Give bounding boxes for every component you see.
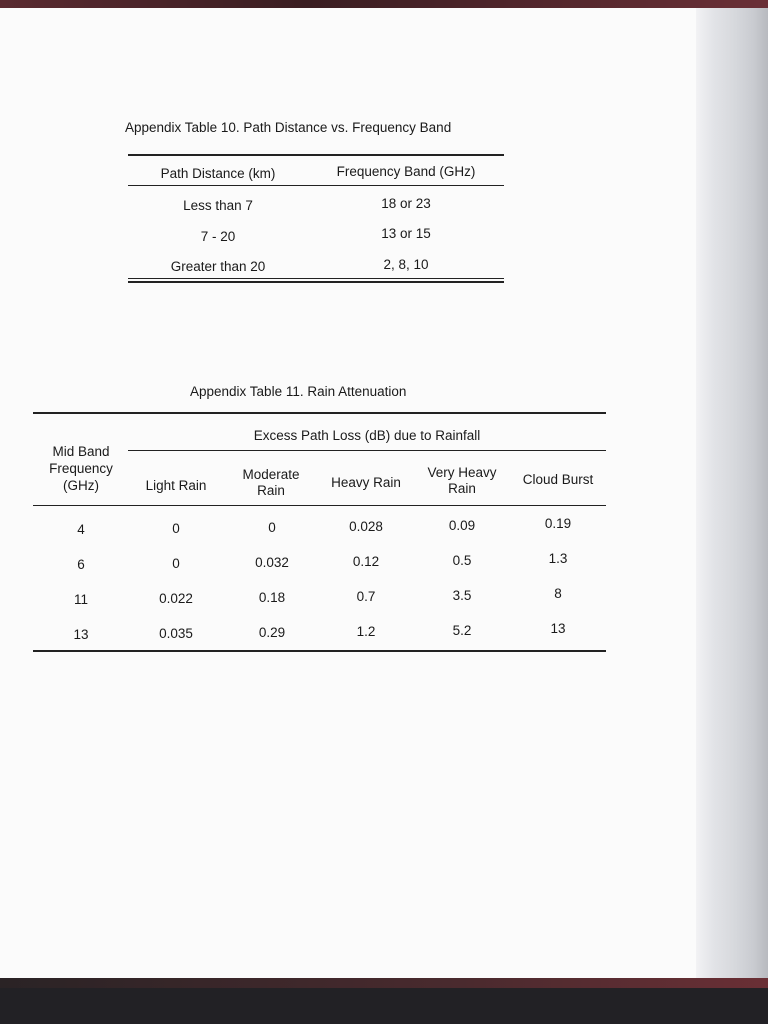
table11-row-header: Mid Band Frequency (GHz)	[49, 444, 113, 493]
table10-header-rule	[128, 185, 504, 186]
table11-header-rule	[33, 505, 606, 506]
table11-cell: 11	[73, 592, 88, 607]
table11-cell: 0.7	[356, 589, 376, 604]
table11-cell: 0.028	[349, 519, 383, 534]
table11-cell: 8	[554, 586, 562, 601]
table11-cell: 0.19	[544, 516, 572, 531]
table11-col-cloud-burst: Cloud Burst	[522, 472, 594, 487]
table11-cell: 0	[172, 521, 180, 536]
table10-bottom-rule	[128, 278, 504, 279]
table10-cell: Less than 7	[183, 198, 253, 213]
book-bottom-edge	[0, 978, 768, 988]
table10-caption: Appendix Table 10. Path Distance vs. Frequency Band	[125, 120, 452, 135]
table11-cell: 0	[172, 556, 180, 571]
table11-cell: 0.29	[258, 625, 286, 640]
table11-group-rule	[128, 450, 606, 451]
table11-cell: 6	[77, 557, 85, 572]
table11-cell: 0.18	[258, 590, 286, 605]
scan-background	[0, 988, 768, 1024]
table11-cell: 0.09	[448, 518, 476, 533]
table10-cell: 13 or 15	[381, 226, 431, 241]
table11-cell: 5.2	[452, 623, 472, 638]
table10-cell: 18 or 23	[381, 196, 431, 211]
table10-top-rule	[128, 154, 504, 156]
table11-cell: 0.5	[452, 553, 472, 568]
table10-header-frequency-band: Frequency Band (GHz)	[336, 164, 476, 179]
page-binding-shadow	[696, 8, 768, 980]
table11-col-moderate-rain: Moderate Rain	[242, 467, 300, 498]
table10-cell: 7 - 20	[200, 229, 236, 244]
table10-cell: 2, 8, 10	[383, 257, 429, 272]
table11-cell: 0	[268, 520, 276, 535]
table11-col-very-heavy-rain: Very Heavy Rain	[427, 465, 497, 496]
table11-cell: 4	[77, 522, 85, 537]
table11-col-light-rain: Light Rain	[145, 478, 207, 493]
table11-group-header: Excess Path Loss (dB) due to Rainfall	[253, 428, 481, 443]
table11-cell: 1.3	[548, 551, 568, 566]
table10-cell: Greater than 20	[170, 259, 266, 274]
table11-bottom-rule	[33, 650, 606, 652]
table10-header-path-distance: Path Distance (km)	[160, 166, 276, 181]
table11-caption: Appendix Table 11. Rain Attenuation	[190, 384, 407, 399]
table11-cell: 3.5	[452, 588, 472, 603]
table11-col-heavy-rain: Heavy Rain	[331, 475, 401, 490]
table11-cell: 0.032	[255, 555, 289, 570]
table11-cell: 1.2	[356, 624, 376, 639]
table11-cell: 0.12	[352, 554, 380, 569]
table11-cell: 13	[73, 627, 89, 642]
table11-cell: 0.022	[159, 591, 193, 606]
table11-cell: 13	[550, 621, 566, 636]
table11-top-rule	[33, 412, 606, 414]
table10-bottom-rule-2	[128, 281, 504, 283]
table11-cell: 0.035	[159, 626, 193, 641]
